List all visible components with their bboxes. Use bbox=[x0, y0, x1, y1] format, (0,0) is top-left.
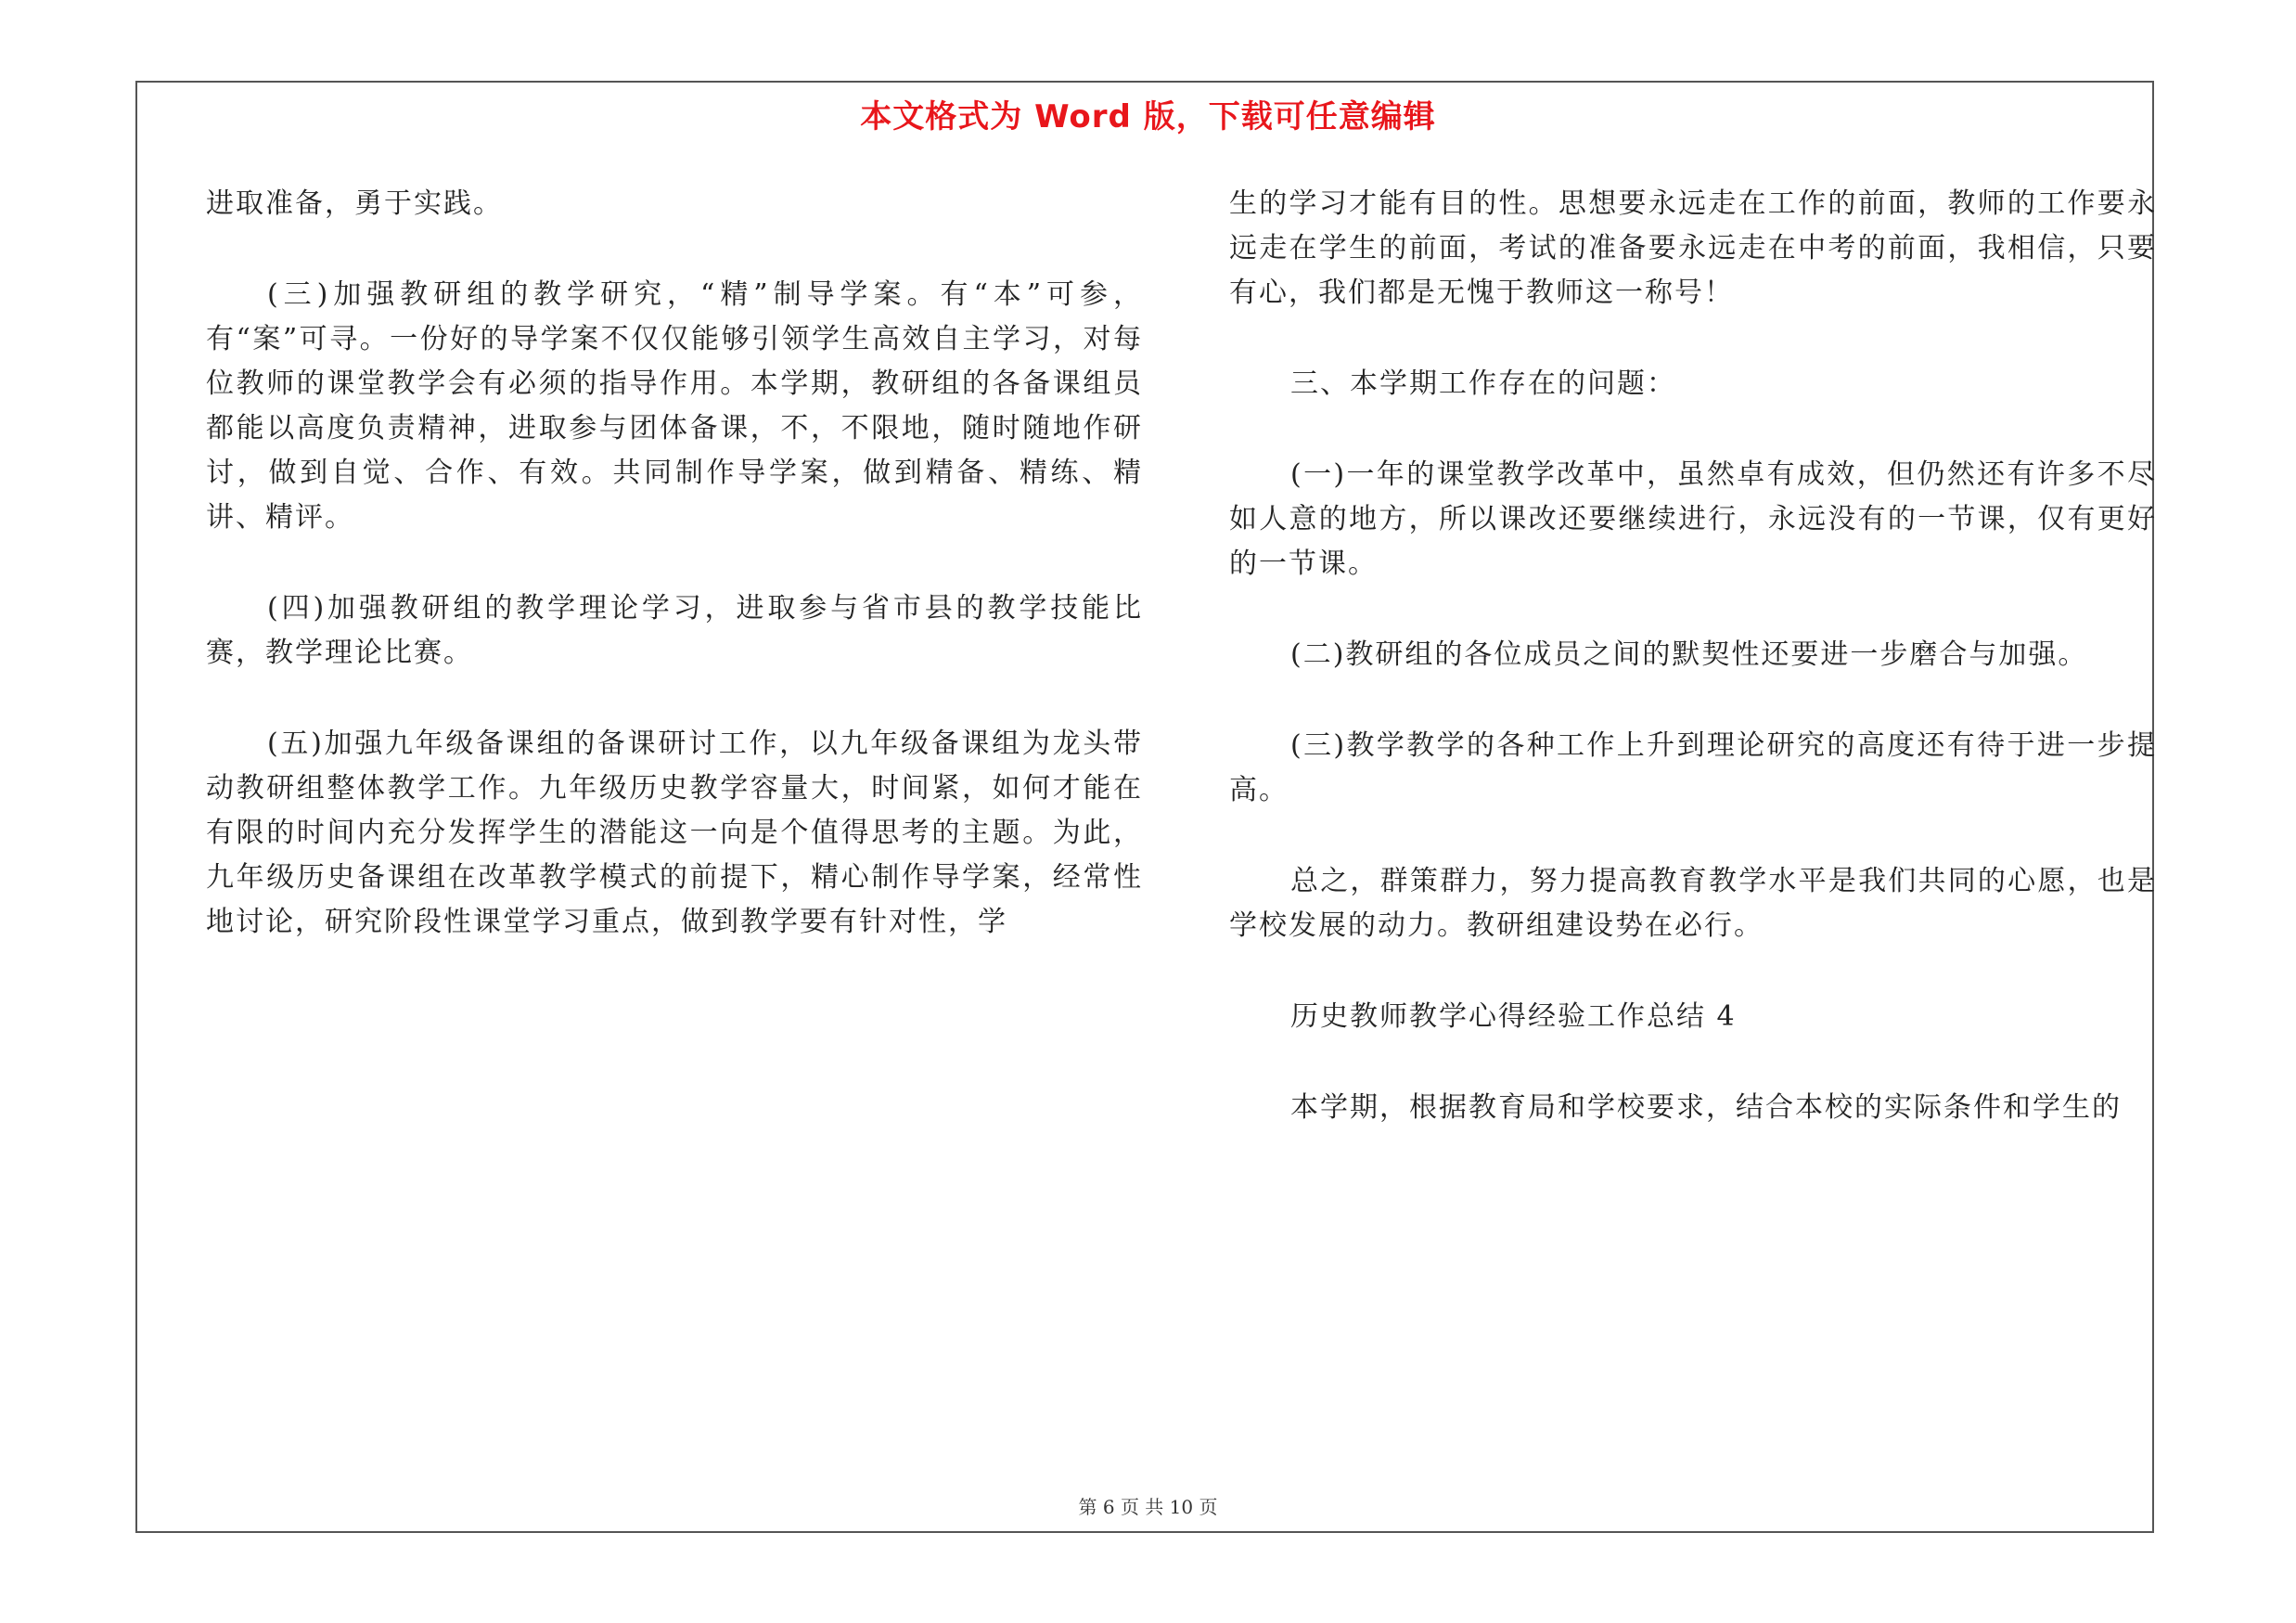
right-text-column bbox=[1229, 182, 2157, 1177]
paragraph: (二)教研组的各位成员之间的默契性还要进一步磨合与加强。 bbox=[1290, 638, 2088, 671]
paragraph: 总之，群策群力，努力提高教育教学水平是我们共同的心愿，也是学校发展的动力。教研组建设势在必行。 bbox=[1229, 865, 2157, 942]
section-heading: 三、本学期工作存在的问题： bbox=[1290, 367, 1676, 400]
paragraph: 本学期，根据教育局和学校要求，结合本校的实际条件和学生的 bbox=[1290, 1091, 2122, 1124]
paragraph: (一)一年的课堂教学改革中，虽然卓有成效，但仍然还有许多不尽如人意的地方，所以课改还要继续进行，永远没有的一节课，仅有更好的一节课。 bbox=[1229, 458, 2157, 580]
left-text-column bbox=[206, 182, 1143, 991]
paragraph: (五)加强九年级备课组的备课研讨工作，以九年级备课组为龙头带动教研组整体教学工作。九年级历史教学容量大，时间紧，如何才能在有限的时间内充分发挥学生的潜能这一向是个值得思考的主题。为此，九年级历史备课组在改革教学模式的前提下，精心制作导学案，经常性地讨论，研究阶段性课堂学习重点，做到教学要有针对性，学 bbox=[206, 728, 1143, 938]
paragraph: 进取准备，勇于实践。 bbox=[206, 187, 503, 220]
article-title: 历史教师教学心得经验工作总结 4 bbox=[1290, 1000, 1737, 1033]
paragraph: (三)教学教学的各种工作上升到理论研究的高度还有待于进一步提高。 bbox=[1229, 729, 2157, 806]
paragraph: (三)加强教研组的教学研究，“精”制导学案。有“本”可参，有“案”可寻。一份好的导学案不仅仅能够引领学生高效自主学习，对每位教师的课堂教学会有必须的指导作用。本学期，教研组的各备课组员都能以高度负责精神，进取参与团体备课，不，不限地，随时随地作研讨，做到自觉、合作、有效。共同制作导学案，做到精备、精练、精讲、精评。 bbox=[206, 278, 1143, 534]
paragraph: 生的学习才能有目的性。思想要永远走在工作的前面，教师的工作要永远走在学生的前面，考试的准备要永远走在中考的前面，我相信，只要有心，我们都是无愧于教师这一称号！ bbox=[1229, 187, 2157, 309]
word-format-banner: 本文格式为 Word 版，下载可任意编辑 bbox=[860, 98, 1436, 135]
page-number: 第 6 页 共 10 页 bbox=[1078, 1496, 1218, 1518]
paragraph: (四)加强教研组的教学理论学习，进取参与省市县的教学技能比赛，教学理论比赛。 bbox=[206, 592, 1143, 669]
